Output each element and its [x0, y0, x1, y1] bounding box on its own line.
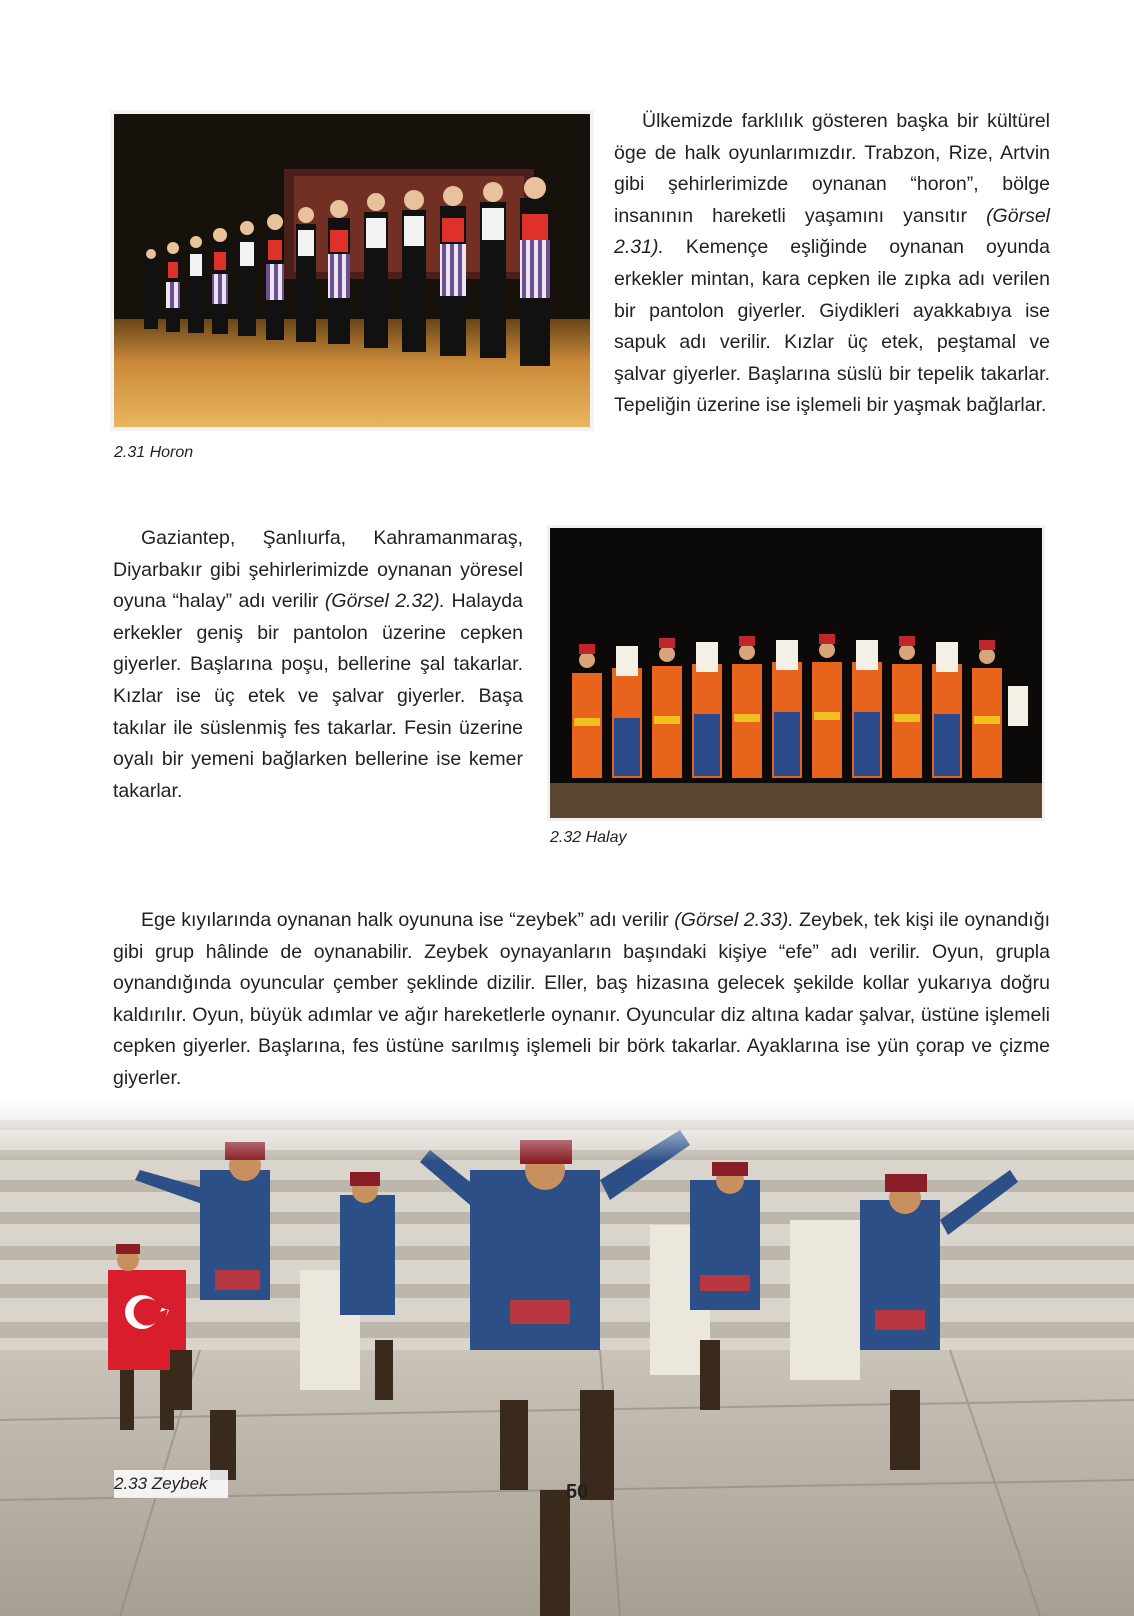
zeybek-caption: 2.33 Zeybek [114, 1470, 228, 1498]
halay-photo [550, 528, 1042, 818]
page-number: 50 [566, 1481, 589, 1503]
horon-caption: 2.31 Horon [114, 444, 194, 461]
horon-paragraph: Ülkemizde farklılık gösteren başka bir kültürel öge de halk oyunlarımızdır. Trabzon, Rize, Artvin gibi şehirlerimizde oynanan “horon”, bölge insanının hareketli yaşamını yansıtır (Görsel 2.31). Kemençe eşliğinde oynanan oyunda erkekler mintan, kara cepken ile zıpka adı verilen bir pantolon giyerler. Giydikleri ayakkabıya ise sapuk adı verilir. Kızlar üç etek, peştamal ve şalvar giyerler. Başlarına süslü bir tepelik takarlar. Tepeliğin üzerine ise işlemeli bir yaşmak bağlarlar. [614, 110, 1050, 417]
zeybek-paragraph: Ege kıyılarında oynanan halk oyununa ise “zeybek” adı verilir (Görsel 2.33). Zeybek, tek kişi ile oynandığı gibi grup hâlinde de oynanabilir. Zeybek oynayanların başındaki kişiye “efe” adı verilir. Oyun, grupla oynandığında oyuncular çember şeklinde dizilir. Eller, baş hizasına gelecek şekilde kollar yukarıya doğru kaldırılır. Oyun, büyük adımlar ve ağır hareketlerle oynanır. Oyuncular diz altına kadar şalvar, üstüne işlemeli cepken giyerler. Başlarına, fes üstüne sarılmış işlemeli bir börk takarlar. Ayaklarına ise yün çorap ve çizme giyerler. [113, 909, 1050, 1089]
zeybek-photo [0, 1100, 1134, 1616]
halay-caption: 2.32 Halay [550, 829, 627, 846]
halay-paragraph: Gaziantep, Şanlıurfa, Kahramanmaraş, Diyarbakır gibi şehirlerimizde oynanan yöresel oyuna “halay” adı verilir (Görsel 2.32). Halayda erkekler geniş bir pantolon üzerine cepken giyerler. Başlarına poşu, bellerine şal takarlar. Kızlar ise üç etek ve şalvar giyerler. Başa takılar ile süslenmiş fes takarlar. Fesin üzerine oyalı bir yemeni bağlarken bellerine ise kemer takarlar. [113, 527, 523, 802]
horon-photo [114, 114, 590, 427]
